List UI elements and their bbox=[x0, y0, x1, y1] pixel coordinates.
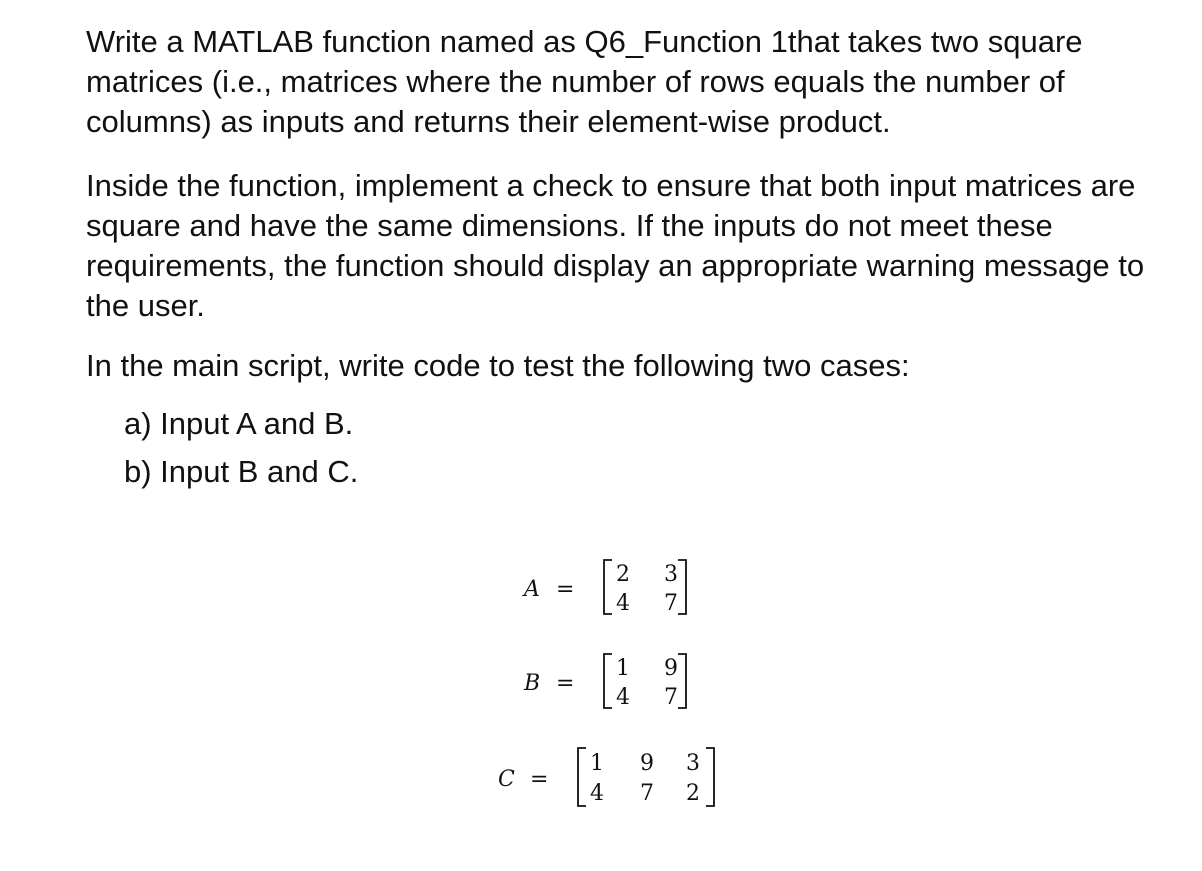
matrix-b bbox=[520, 646, 720, 718]
matrix-a-cell: 4 bbox=[616, 591, 630, 616]
matrix-c-cell: 9 bbox=[640, 751, 654, 776]
matrix-a-cell: 7 bbox=[664, 591, 678, 616]
matrix-b-cell: 7 bbox=[664, 685, 678, 710]
matrix-b-name: B bbox=[524, 671, 541, 696]
matrix-a bbox=[520, 552, 720, 624]
matrix-c-cell: 3 bbox=[686, 751, 700, 776]
matrix-c-equals: = bbox=[530, 767, 549, 792]
paragraph-validation: Inside the function, implement a check to ensure that both input matrices are square and have the same dimensions. If the inputs do not meet these requirements, the function should display an appropriate warning message to the user. bbox=[86, 168, 1145, 323]
matrix-a-cell: 2 bbox=[616, 562, 630, 587]
matrix-c-left-bracket bbox=[578, 748, 586, 806]
matrix-b-equals: = bbox=[556, 671, 575, 696]
matrix-c-right-bracket bbox=[706, 748, 714, 806]
matrix-b-left-bracket bbox=[604, 654, 612, 708]
paragraph-main-script: In the main script, write code to test the following two cases: bbox=[86, 348, 910, 383]
matrix-c-cell: 1 bbox=[590, 751, 604, 776]
matrix-c-name: C bbox=[498, 767, 515, 792]
matrix-a-cell: 3 bbox=[664, 562, 678, 587]
matrix-a-left-bracket bbox=[604, 560, 612, 614]
paragraph-task: Write a MATLAB function named as Q6_Function 1that takes two square matrices (i.e., matrices where the number of rows equals the number of columns) as inputs and returns their element-wise product. bbox=[86, 24, 1083, 139]
matrix-b-cell: 1 bbox=[616, 656, 630, 681]
matrix-a-name: A bbox=[524, 577, 540, 602]
test-case-b: b) Input B and C. bbox=[124, 454, 359, 489]
matrix-c-cell: 7 bbox=[640, 781, 654, 806]
matrix-c bbox=[494, 740, 754, 816]
question-document bbox=[86, 22, 1166, 496]
matrix-a-equals: = bbox=[556, 577, 575, 602]
matrix-c-cell: 4 bbox=[590, 781, 604, 806]
matrix-a-right-bracket bbox=[678, 560, 686, 614]
matrix-c-cell: 2 bbox=[686, 781, 700, 806]
matrix-b-cell: 9 bbox=[664, 656, 678, 681]
matrix-b-cell: 4 bbox=[616, 685, 630, 710]
matrix-b-right-bracket bbox=[678, 654, 686, 708]
test-case-a: a) Input A and B. bbox=[124, 406, 354, 441]
test-case-list bbox=[86, 400, 1166, 496]
